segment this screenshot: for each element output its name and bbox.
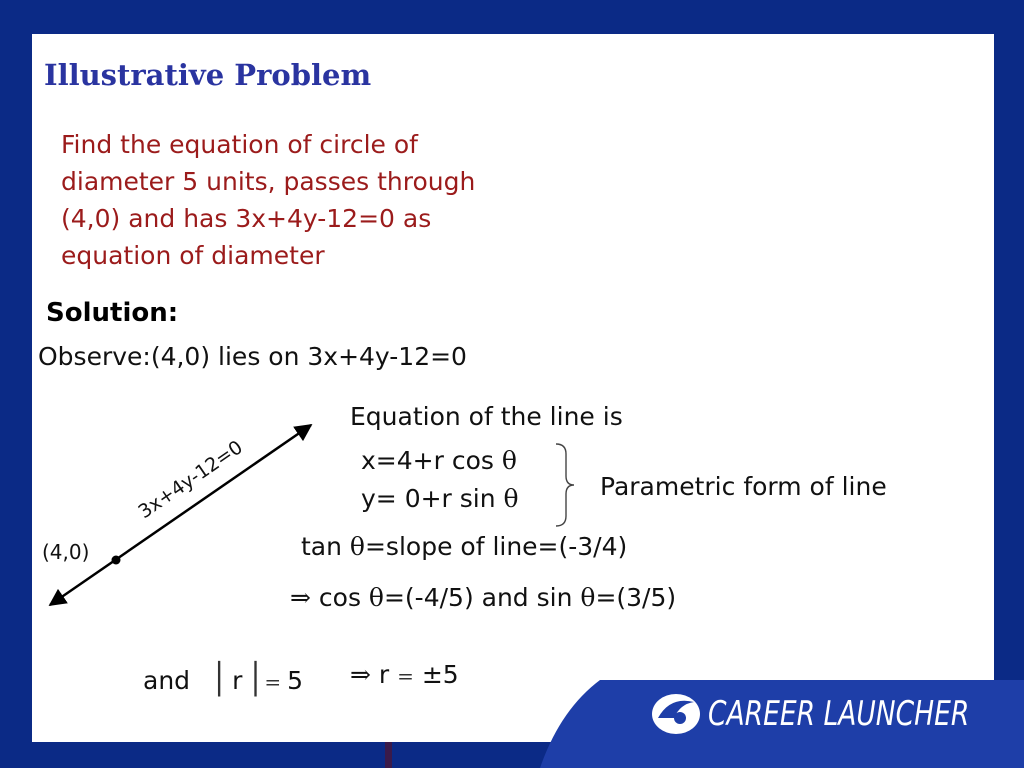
theta-symbol: θ: [501, 446, 517, 475]
tan-suffix: =slope of line=(-3/4): [364, 532, 628, 561]
param-y-equation: [361, 484, 519, 513]
point-label: (4,0): [42, 540, 90, 564]
r-value: ±5: [421, 660, 459, 689]
career-launcher-logo-text: CAREER LAUNCHER: [708, 694, 970, 734]
cos-value: =(-4/5) and sin: [383, 583, 581, 612]
point-4-0-dot: [112, 556, 121, 565]
cos-sin-equation: [290, 583, 676, 612]
abs-bar-right: │: [246, 662, 265, 697]
param-y-text: y= 0+r sin: [361, 484, 504, 513]
problem-line: equation of diameter: [61, 241, 325, 270]
equation-heading: Equation of the line is: [350, 402, 623, 431]
parametric-label: Parametric form of line: [600, 472, 887, 501]
abs-bar-left: │: [210, 662, 229, 697]
r-result: [350, 660, 459, 689]
problem-line: diameter 5 units, passes through: [61, 167, 476, 196]
career-launcher-logo-icon: [650, 688, 710, 740]
problem-statement: [61, 126, 601, 274]
theta-symbol: θ: [349, 532, 365, 561]
param-x-text: x=4+r cos: [361, 446, 502, 475]
right-brace: [552, 442, 578, 528]
problem-line: (4,0) and has 3x+4y-12=0 as: [61, 204, 432, 233]
line-label: 3x+4y-12=0: [134, 436, 247, 524]
theta-symbol: θ: [503, 484, 519, 513]
implies-arrow: ⇒: [290, 583, 311, 612]
tan-equation: [301, 532, 627, 561]
abs-r-equation: [143, 662, 303, 697]
r-symbol: r: [378, 660, 390, 689]
r-symbol: r: [232, 666, 243, 695]
solution-label: Solution:: [46, 298, 179, 328]
footer-wave-dark: [385, 742, 392, 768]
five-value: 5: [287, 666, 304, 695]
problem-line: Find the equation of circle of: [61, 130, 418, 159]
and-text: and: [143, 666, 191, 695]
sin-value: =(3/5): [595, 583, 677, 612]
theta-symbol: θ: [368, 583, 384, 612]
equals-sign: =: [264, 670, 282, 694]
equals-sign: =: [397, 664, 414, 688]
slide-title: Illustrative Problem: [44, 58, 372, 92]
diameter-line: [50, 425, 311, 605]
observe-line: Observe:(4,0) lies on 3x+4y-12=0: [38, 342, 467, 371]
tan-prefix: tan: [301, 532, 350, 561]
param-x-equation: [361, 446, 517, 475]
implies-arrow: ⇒: [350, 660, 371, 689]
cos-text: cos: [310, 583, 369, 612]
theta-symbol: θ: [580, 583, 596, 612]
